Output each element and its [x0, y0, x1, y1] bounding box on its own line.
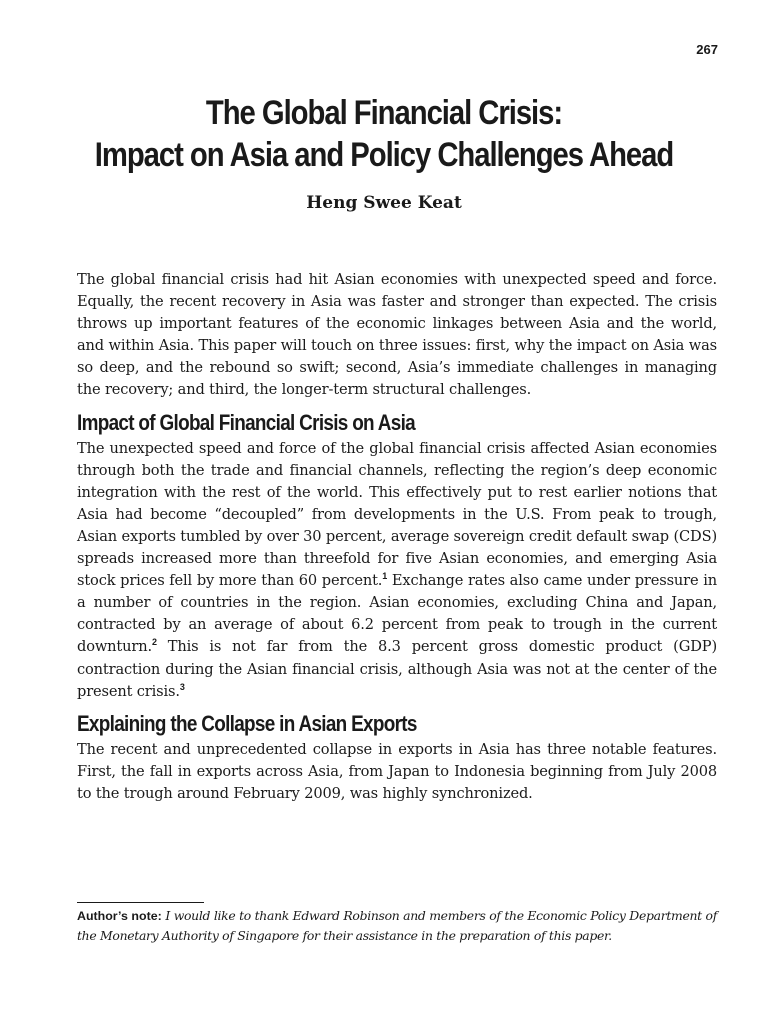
author-note-label: Author’s note: [77, 909, 162, 923]
title-line-2: Impact on Asia and Policy Challenges Ahead [94, 136, 674, 174]
author-name: Heng Swee Keat [306, 193, 462, 213]
impact-text-part-3: This is not far from the 8.3 percent gross domestic product (GDP) contraction during the Asian financial crisis, although Asia was not at the center of the present crisis. [77, 638, 717, 700]
main-content [77, 269, 717, 805]
intro-paragraph: The global financial crisis had hit Asian economies with unexpected speed and force. Equally, the recent recovery in Asia was faster and stronger than expected. The crisis throws up important features of the economic linkages between Asia and the world, and within Asia. This paper will touch on three issues: first, why the impact on Asia was so deep, and the rebound so swift; second, Asia’s immediate challenges in managing the recovery; and third, the longer-term structural challenges. [77, 271, 717, 399]
impact-text-part-2: Exchange rates also came under pressure in a number of countries in the region. Asian economies, excluding China and Japan, contracted by an average of about 6.2 percent from peak to trough in the current downturn. [77, 572, 717, 656]
footnote-ref-2[interactable]: 2 [151, 637, 157, 648]
section-heading-impact: Impact of Global Financial Crisis on Asia [77, 409, 416, 435]
title-line-1: The Global Financial Crisis: [205, 94, 563, 132]
page-number: 267 [696, 42, 718, 57]
author-note [77, 906, 717, 946]
footnote-divider [77, 902, 204, 903]
footnote-ref-3[interactable]: 3 [179, 681, 185, 692]
section-heading-exports: Explaining the Collapse in Asian Exports [77, 710, 417, 736]
author-note-text: I would like to thank Edward Robinson and members of the Economic Policy Department of the Monetary Authority of Singapore for their assistance in the preparation of this paper. [77, 908, 717, 943]
impact-text-part-1: The unexpected speed and force of the global financial crisis affected Asian economies through both the trade and financial channels, reflecting the region’s deep economic integration with the rest of the world. This effectively put to rest earlier notions that Asia had become “decoupled” from developments in the U.S. From peak to trough, Asian exports tumbled by over 30 percent, average sovereign credit default swap (CDS) spreads increased more than threefold for five Asian economies, and emerging Asia stock prices fell by more than 60 percent. [77, 439, 717, 590]
paper-title [54, 92, 714, 176]
section-paragraph-exports: The recent and unprecedented collapse in exports in Asia has three notable features. First, the fall in exports across Asia, from Japan to Indonesia beginning from July 2008 to the trough around February 2009, was highly synchronized. [77, 740, 717, 802]
section-paragraph-impact [77, 438, 717, 703]
footnote-ref-1[interactable]: 1 [382, 571, 388, 582]
